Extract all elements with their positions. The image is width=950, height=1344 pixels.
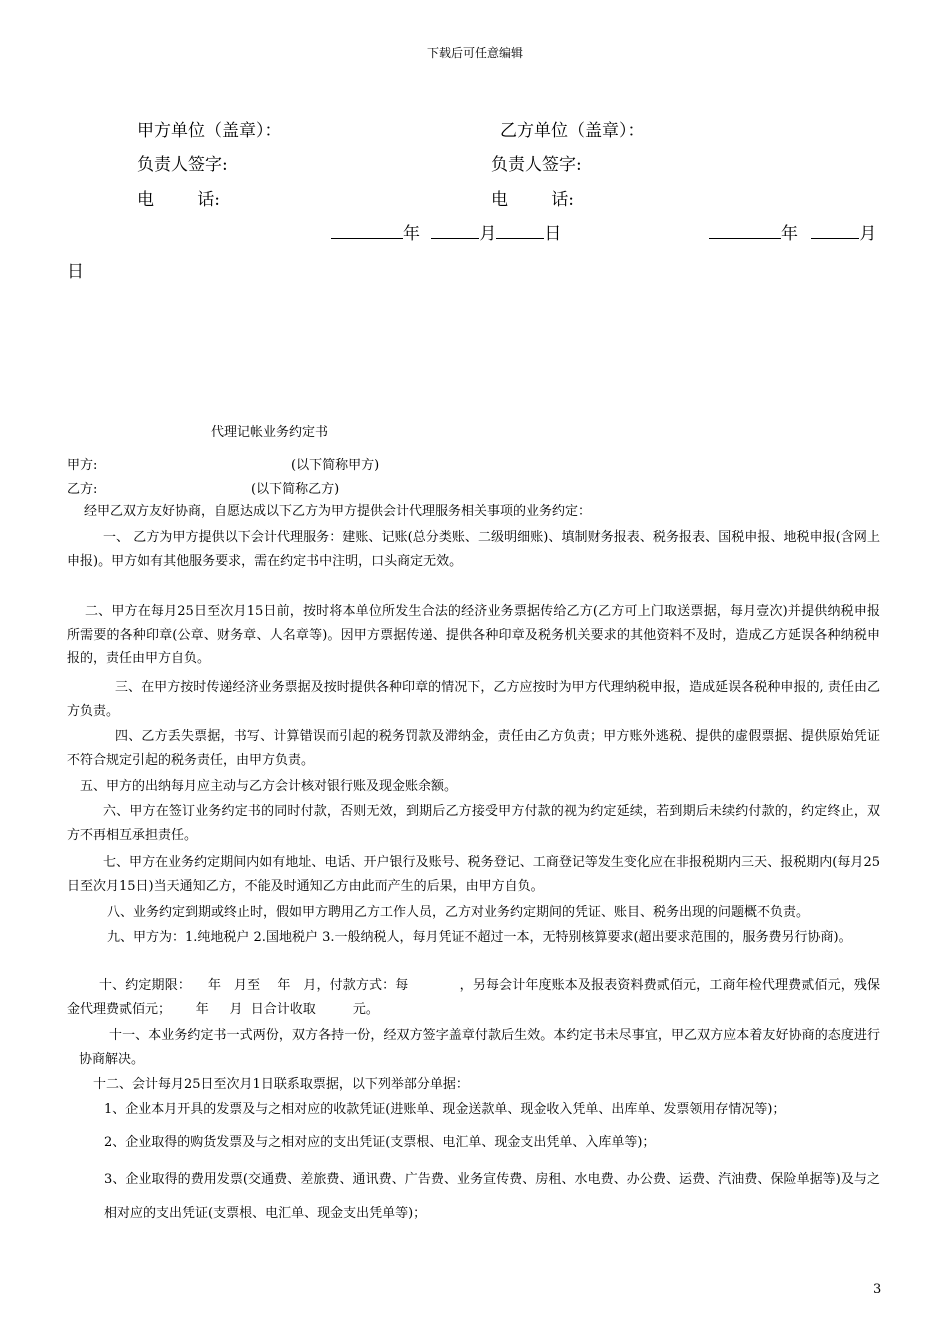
year-label: 年 xyxy=(781,224,798,244)
party-a-note: (以下简称甲方) xyxy=(291,458,380,473)
clause-7: 七、甲方在业务约定期间内如有地址、电话、开户银行及账号、税务登记、工商登记等发生变化应在非报税期内三天、报税期内(每月25日至次月15日)当天通知乙方，不能及时通知乙方由此而产生的后果，由甲方自负。 xyxy=(67,855,880,894)
year-blank xyxy=(331,220,403,239)
party-b-label: 乙方: xyxy=(67,482,98,497)
clause-3: 三、在甲方按时传递经济业务票据及按时提供各种印章的情况下，乙方应按时为甲方代理纳税申报，造成延误各税种申报的, 责任由乙方负责。 xyxy=(67,680,880,719)
month-label: 月 xyxy=(479,224,497,244)
page-header: 下载后可任意编辑 xyxy=(426,46,523,60)
year-label: 年 xyxy=(403,224,420,244)
clause-12: 十二、会计每月25日至次月1日联系取票据，以下列举部分单据： xyxy=(93,1077,469,1092)
clause-11: 十一、本业务约定书一式两份，双方各持一份，经双方签字盖章付款后生效。本约定书未尽事宜，甲乙双方应本着友好协商的态度进行协商解决。 xyxy=(79,1028,880,1067)
month-blank xyxy=(431,220,479,239)
year-blank xyxy=(709,220,781,239)
clause-10: 十、约定期限： 年 月至 年 月，付款方式：每 ，另每会计年度账本及报表资料费贰佰元，工商年检代理费贰佰元，残保金代理费贰佰元； 年 月 日合计收取 元。 xyxy=(67,978,880,1017)
day-blank xyxy=(496,220,544,239)
clause-5: 五、甲方的出纳每月应主动与乙方会计核对银行账及现金账余额。 xyxy=(80,779,458,794)
party-b-note: (以下简称乙方) xyxy=(251,482,340,497)
party-b-date xyxy=(709,219,876,244)
party-b-phone-label: 电 话: xyxy=(491,190,574,210)
clause-9: 九、甲方为：1.纯地税户 2.国地税户 3.一般纳税人，每月凭证不超过一本，无特别核算要求(超出要求范围的，服务费另行协商)。 xyxy=(107,930,852,945)
month-label: 月 xyxy=(859,224,877,244)
agreement-title: 代理记帐业务约定书 xyxy=(211,425,329,440)
day-label: 日 xyxy=(544,224,562,244)
party-b-unit-label: 乙方单位（盖章）： xyxy=(500,121,645,141)
party-a-sign-label: 负责人签字: xyxy=(137,155,228,175)
list-item-1: 1、企业本月开具的发票及与之相对应的收款凭证(进账单、现金送款单、现金收入凭单、出库单、发票领用存情况等)； xyxy=(104,1102,786,1117)
clause-4: 四、乙方丢失票据，书写、计算错误而引起的税务罚款及滞纳金，责任由乙方负责；甲方账外逃税、提供的虚假票据、提供原始凭证不符合规定引起的税务责任，由甲方负责。 xyxy=(67,729,880,768)
list-item-3: 3、企业取得的费用发票(交通费、差旅费、通讯费、广告费、业务宣传费、房租、水电费、办公费、运费、汽油费、保险单据等)及与之相对应的支出凭证(支票根、电汇单、现金支出凭单等)； xyxy=(104,1172,880,1221)
party-a-date xyxy=(331,219,561,244)
party-a-label: 甲方: xyxy=(67,458,98,473)
clause-1: 一、 乙方为甲方提供以下会计代理服务：建账、记账(总分类账、二级明细账)、填制财务报表、税务报表、国税申报、地税申报(含网上申报)。甲方如有其他服务要求，需在约定书中注明，口头商定无效。 xyxy=(67,530,880,569)
party-a-unit-label: 甲方单位（盖章）： xyxy=(137,121,282,141)
party-a-phone-label: 电 话: xyxy=(137,190,220,210)
month-blank xyxy=(811,220,859,239)
clause-8: 八、业务约定到期或终止时，假如甲方聘用乙方工作人员，乙方对业务约定期间的凭证、账目、税务出现的问题概不负责。 xyxy=(107,905,810,920)
list-item-2: 2、企业取得的购货发票及与之相对应的支出凭证(支票根、电汇单、现金支出凭单、入库单等)； xyxy=(104,1135,656,1150)
page-number: 3 xyxy=(873,1282,882,1297)
party-b-sign-label: 负责人签字: xyxy=(491,155,582,175)
clause-2: 二、甲方在每月25日至次月15日前，按时将本单位所发生合法的经济业务票据传给乙方(乙方可上门取送票据，每月壹次)并提供纳税申报所需要的各种印章(公章、财务章、人名章等)。因甲方票据传递、提供各种印章及税务机关要求的其他资料不及时，造成乙方延误各种纳税申报的，责任由甲方自负。 xyxy=(67,604,880,666)
intro-paragraph: 经甲乙双方友好协商，自愿达成以下乙方为甲方提供会计代理服务相关事项的业务约定： xyxy=(84,504,592,519)
clause-6: 六、甲方在签订业务约定书的同时付款，否则无效，到期后乙方接受甲方付款的视为约定延续，若到期后未续约付款的，约定终止，双方不再相互承担责任。 xyxy=(67,804,880,843)
party-b-day-label: 日 xyxy=(67,262,84,282)
